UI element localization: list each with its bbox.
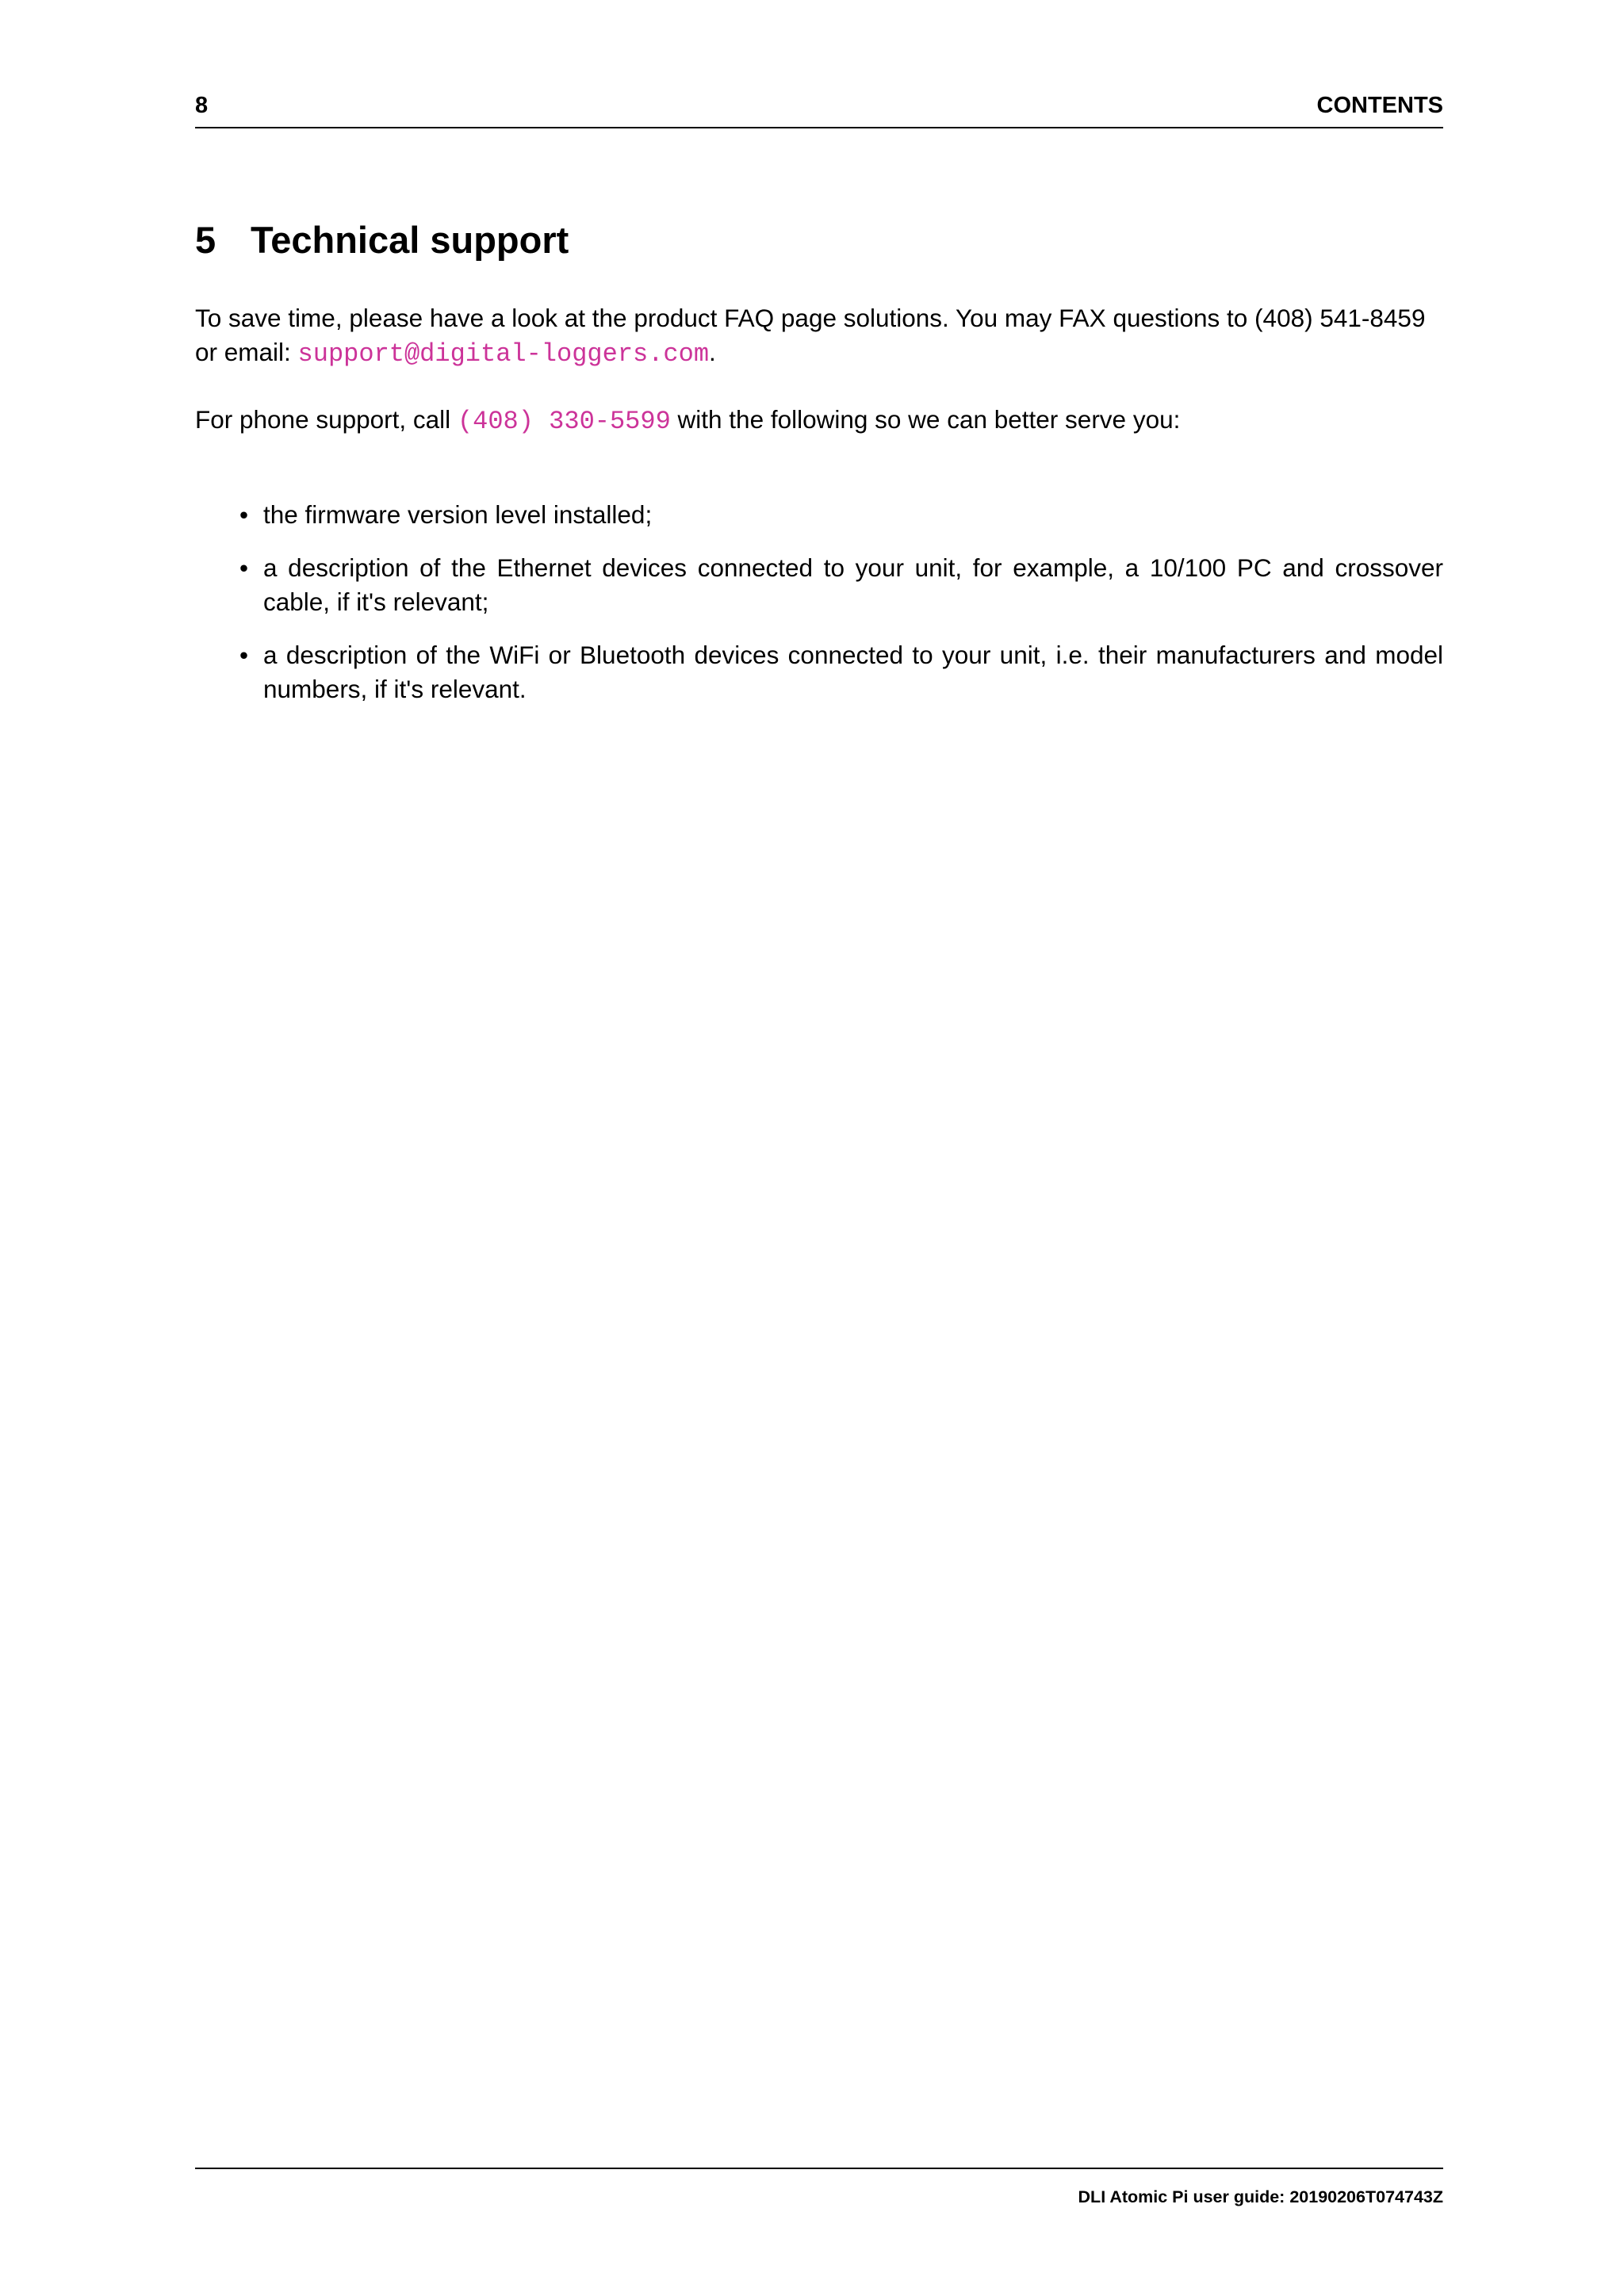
phone-number-link[interactable]: (408) 330-5599 [457, 407, 671, 436]
list-item [195, 498, 1443, 532]
section-number: 5 [195, 219, 216, 262]
page-footer [195, 2168, 1443, 2206]
list-item-text: a description of the Ethernet devices connected to your unit, for example, a 10/100 PC and crossover cable, if it's relevant; [263, 553, 1443, 616]
bullet-icon: • [239, 641, 249, 669]
list-item-text: a description of the WiFi or Bluetooth devices connected to your unit, i.e. their manufacturers and model numbers, if it's relevant. [263, 641, 1443, 703]
support-info-list [195, 498, 1443, 725]
footer-text: DLI Atomic Pi user guide: 20190206T074743Z [1078, 2187, 1443, 2206]
running-title: CONTENTS [1316, 93, 1443, 118]
support-intro-paragraph [195, 301, 1443, 371]
section-title: Technical support [251, 219, 569, 262]
page-number: 8 [195, 93, 209, 118]
support-intro-text: To save time, please have a look at the product FAQ page solutions. You may FAX questions to (408) 541-8459 or email: [195, 304, 1426, 366]
phone-support-paragraph [195, 403, 1443, 438]
list-item [195, 638, 1443, 706]
support-intro-end: . [709, 338, 716, 366]
bullet-icon: • [239, 553, 249, 582]
phone-support-end: with the following so we can better serve you: [670, 405, 1181, 434]
bullet-icon: • [239, 500, 249, 529]
phone-support-text: For phone support, call [195, 405, 458, 434]
list-item-text: the firmware version level installed; [263, 500, 653, 529]
support-email-link[interactable]: support@digital-loggers.com [297, 339, 710, 369]
section-heading [195, 218, 569, 262]
list-item [195, 551, 1443, 619]
page-header [195, 89, 1443, 128]
